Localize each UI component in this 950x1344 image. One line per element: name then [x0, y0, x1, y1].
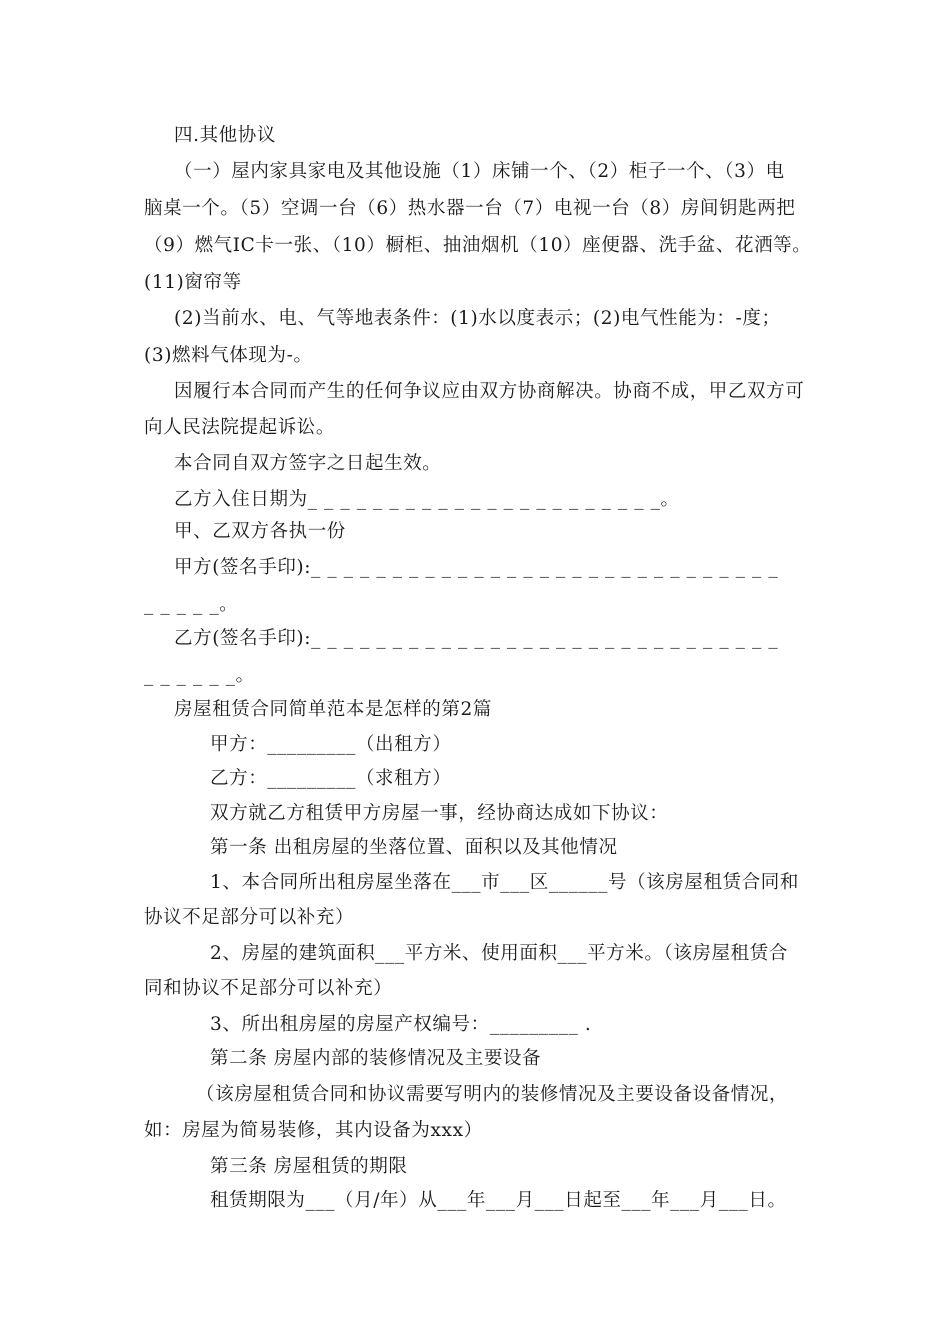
clause-heading: 第三条 房屋租赁的期限 [210, 1156, 408, 1177]
article-title: 房屋租赁合同简单范本是怎样的第2篇 [174, 699, 492, 720]
paragraph-line: 向人民法院提起诉讼。 [144, 417, 336, 438]
paragraph-line: 同和协议不足部分可以补充） [144, 978, 393, 999]
party-b-field: 乙方：_________（求租方） [210, 768, 452, 789]
paragraph-line: (3)燃料气体现为-。 [144, 345, 313, 366]
paragraph-line: 租赁期限为___（月/年）从___年___月___日起至___年___月___日。 [210, 1190, 787, 1211]
paragraph-line: 2、房屋的建筑面积___平方米、使用面积___平方米。（该房屋租赁合 [210, 943, 788, 964]
clause-heading: 第二条 房屋内部的装修情况及主要设备 [210, 1048, 542, 1069]
paragraph-line: （一）屋内家具家电及其他设施（1）床铺一个、（2）柜子一个、（3）电 [174, 161, 785, 182]
section-heading: 四.其他协议 [174, 125, 276, 146]
party-b-signature-line-cont: _ _ _ _ _ _。 [144, 665, 255, 686]
party-a-signature-line-cont: _ _ _ _ _。 [144, 594, 239, 615]
paragraph-line: 本合同自双方签字之日起生效。 [174, 453, 442, 474]
paragraph-line: 双方就乙方租赁甲方房屋一事，经协商达成如下协议： [210, 803, 669, 824]
clause-heading: 第一条 出租房屋的坐落位置、面积以及其他情况 [210, 837, 618, 858]
paragraph-line: (2)当前水、电、气等地表条件：(1)水以度表示；(2)电气性能为：-度； [174, 308, 781, 329]
party-b-signature-line: 乙方(签名手印):_ _ _ _ _ _ _ _ _ _ _ _ _ _ _ _ _ _ _ _ _ _ _ _ _ _ _ _ _ [174, 628, 779, 649]
paragraph-line: 因履行本合同而产生的任何争议应由双方协商解决。协商不成，甲乙双方可 [174, 381, 805, 402]
paragraph-line: (11)窗帘等 [144, 272, 242, 293]
paragraph-line: （9）燃气IC卡一张、（10）橱柜、抽油烟机（10）座便器、洗手盆、花洒等。 [144, 235, 812, 256]
paragraph-line: 如：房屋为简易装修，其内设备为xxx） [144, 1120, 483, 1141]
move-in-date-line: 乙方入住日期为_ _ _ _ _ _ _ _ _ _ _ _ _ _ _ _ _ _ _ _ _ _。 [174, 489, 680, 510]
paragraph-line: 协议不足部分可以补充） [144, 907, 355, 928]
paragraph-line: 3、所出租房屋的房屋产权编号：_________ . [210, 1014, 592, 1035]
party-a-field: 甲方：_________（出租方） [210, 734, 452, 755]
paragraph-line: 脑桌一个。（5）空调一台（6）热水器一台（7）电视一台（8）房间钥匙两把 [144, 198, 796, 219]
party-a-signature-line: 甲方(签名手印):_ _ _ _ _ _ _ _ _ _ _ _ _ _ _ _ _ _ _ _ _ _ _ _ _ _ _ _ _ [174, 557, 779, 578]
paragraph-line: 1、本合同所出租房屋坐落在___市___区______号（该房屋租赁合同和 [210, 872, 799, 893]
paragraph-line: 甲、乙双方各执一份 [174, 521, 346, 542]
paragraph-line: （该房屋租赁合同和协议需要写明内的装修情况及主要设备设备情况， [196, 1084, 789, 1105]
